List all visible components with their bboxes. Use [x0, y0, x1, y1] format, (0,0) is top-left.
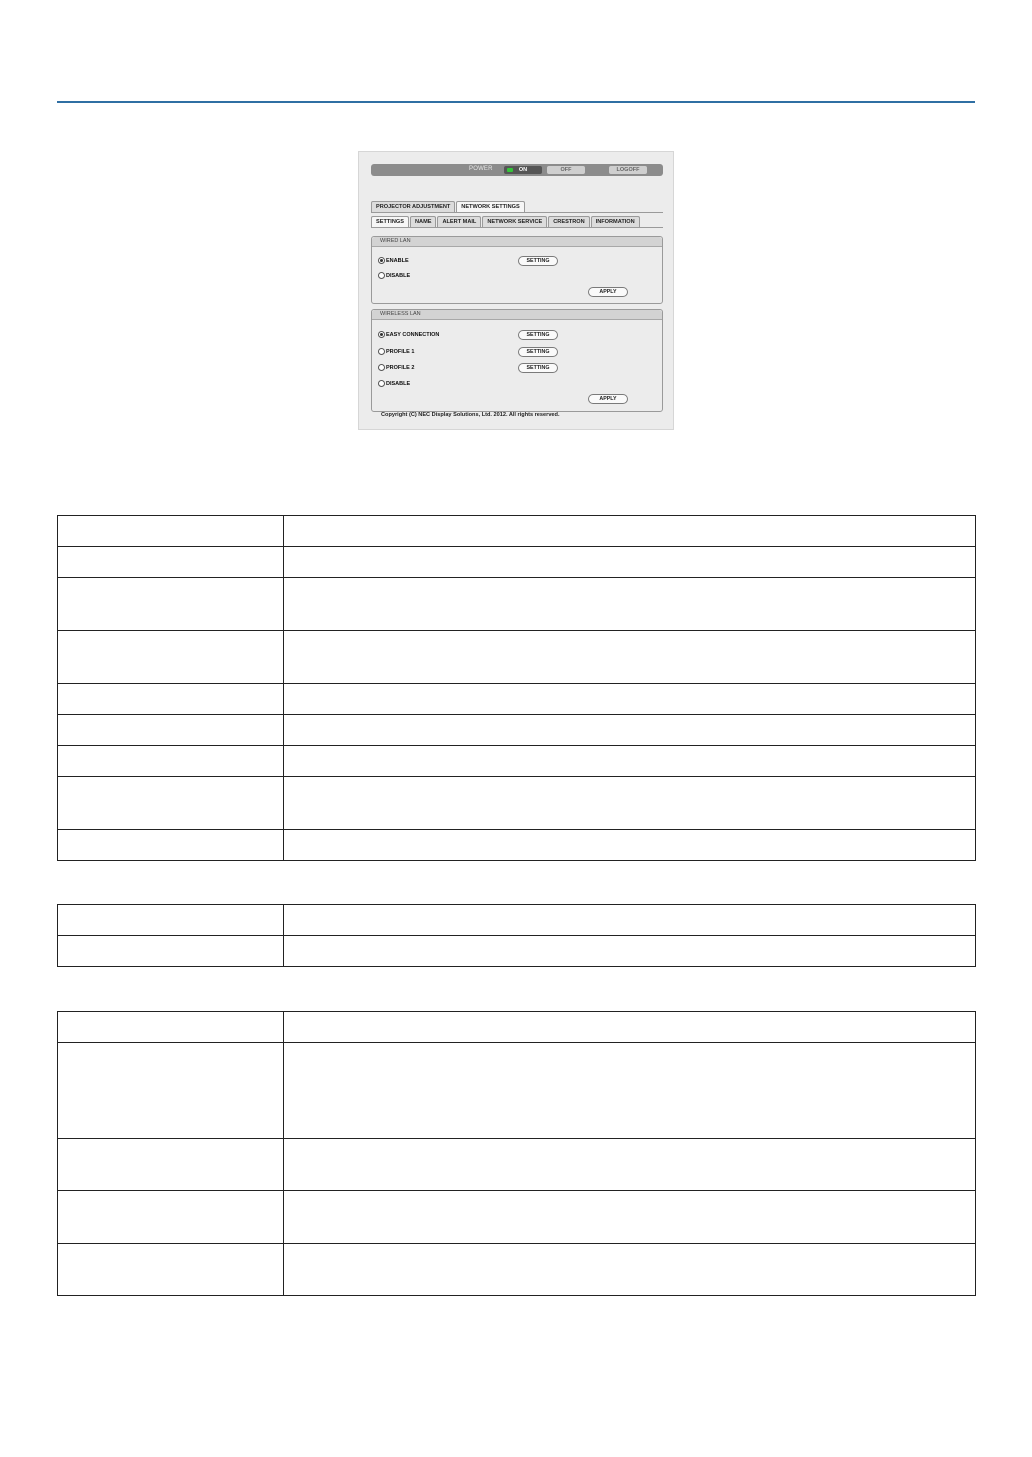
- table-cell: [284, 936, 976, 967]
- wired-setting-button[interactable]: SETTING: [518, 256, 558, 266]
- power-on-button[interactable]: ON: [504, 166, 542, 174]
- sub-tabs-divider: [371, 227, 663, 228]
- table-row: [58, 746, 976, 777]
- power-label: POWER: [469, 166, 493, 172]
- radio-icon[interactable]: [378, 348, 385, 355]
- radio-icon[interactable]: [378, 364, 385, 371]
- table-cell: [58, 905, 284, 936]
- table-row: [58, 1139, 976, 1191]
- table-row: [58, 684, 976, 715]
- tab-settings[interactable]: SETTINGS: [371, 216, 409, 227]
- table-cell: [58, 578, 284, 631]
- profile1-setting-button[interactable]: SETTING: [518, 347, 558, 357]
- table-cell: [284, 578, 976, 631]
- tab-network-service[interactable]: NETWORK SERVICE: [482, 216, 547, 227]
- table-cell: [284, 1043, 976, 1139]
- tab-network-settings[interactable]: NETWORK SETTINGS: [456, 201, 524, 212]
- main-tabs-divider: [371, 212, 663, 213]
- table-cell: [58, 1244, 284, 1296]
- table-cell: [58, 746, 284, 777]
- table-row: [58, 1012, 976, 1043]
- table-cell: [58, 684, 284, 715]
- table-row: [58, 715, 976, 746]
- table-cell: [58, 830, 284, 861]
- table-cell: [284, 547, 976, 578]
- tab-alert-mail[interactable]: ALERT MAIL: [437, 216, 481, 227]
- profile2-setting-button[interactable]: SETTING: [518, 363, 558, 373]
- table-cell: [58, 936, 284, 967]
- table-cell: [58, 1139, 284, 1191]
- table-cell: [58, 1191, 284, 1244]
- wireless-apply-button[interactable]: APPLY: [588, 394, 628, 404]
- table-cell: [284, 631, 976, 684]
- table-row: [58, 631, 976, 684]
- power-led-icon: [507, 168, 513, 172]
- table-cell: [284, 1191, 976, 1244]
- table-cell: [284, 746, 976, 777]
- table-row: [58, 905, 976, 936]
- tab-crestron[interactable]: CRESTRON: [548, 216, 589, 227]
- easy-connection-setting-button[interactable]: SETTING: [518, 330, 558, 340]
- table-cell: [58, 547, 284, 578]
- wired-lan-title: WIRED LAN: [372, 237, 662, 247]
- radio-icon[interactable]: [378, 380, 385, 387]
- table-cell: [58, 715, 284, 746]
- table-cell: [284, 1244, 976, 1296]
- wired-lan-section: [371, 236, 663, 304]
- header-rule: [57, 101, 975, 103]
- projector-web-screenshot: [358, 151, 674, 430]
- sub-tabs: [371, 216, 640, 227]
- table-cell: [284, 516, 976, 547]
- wireless-easy-connection-option[interactable]: EASY CONNECTION: [378, 331, 439, 338]
- table-cell: [58, 516, 284, 547]
- table-cell: [284, 684, 976, 715]
- table-row: [58, 936, 976, 967]
- tab-information[interactable]: INFORMATION: [591, 216, 640, 227]
- wired-disable-option[interactable]: DISABLE: [378, 272, 410, 279]
- table-cell: [284, 830, 976, 861]
- table-row: [58, 830, 976, 861]
- table-cell: [284, 1139, 976, 1191]
- power-off-button[interactable]: OFF: [547, 166, 585, 174]
- logoff-button[interactable]: LOGOFF: [609, 166, 647, 174]
- wired-enable-option[interactable]: ENABLE: [378, 257, 409, 264]
- table-cell: [58, 1012, 284, 1043]
- radio-checked-icon[interactable]: [378, 331, 385, 338]
- main-tabs: [371, 201, 525, 212]
- table-row: [58, 547, 976, 578]
- radio-checked-icon[interactable]: [378, 257, 385, 264]
- settings-table-1: [57, 515, 976, 861]
- wireless-disable-option[interactable]: DISABLE: [378, 380, 410, 387]
- tab-projector-adjustment[interactable]: PROJECTOR ADJUSTMENT: [371, 201, 455, 212]
- table-cell: [58, 777, 284, 830]
- settings-table-2: [57, 904, 976, 967]
- copyright-text: Copyright (C) NEC Display Solutions, Ltd. 2012. All rights reserved.: [381, 412, 560, 418]
- table-row: [58, 777, 976, 830]
- table-cell: [58, 1043, 284, 1139]
- table-row: [58, 516, 976, 547]
- wireless-lan-title: WIRELESS LAN: [372, 310, 662, 320]
- table-cell: [284, 1012, 976, 1043]
- wireless-lan-section: [371, 309, 663, 412]
- table-row: [58, 1244, 976, 1296]
- power-bar: [371, 164, 663, 176]
- table-row: [58, 1043, 976, 1139]
- table-cell: [284, 777, 976, 830]
- settings-table-3: [57, 1011, 976, 1296]
- wired-apply-button[interactable]: APPLY: [588, 287, 628, 297]
- tab-name[interactable]: NAME: [410, 216, 436, 227]
- wireless-profile1-option[interactable]: PROFILE 1: [378, 348, 414, 355]
- table-cell: [284, 715, 976, 746]
- table-row: [58, 1191, 976, 1244]
- table-row: [58, 578, 976, 631]
- table-cell: [58, 631, 284, 684]
- radio-icon[interactable]: [378, 272, 385, 279]
- table-cell: [284, 905, 976, 936]
- wireless-profile2-option[interactable]: PROFILE 2: [378, 364, 414, 371]
